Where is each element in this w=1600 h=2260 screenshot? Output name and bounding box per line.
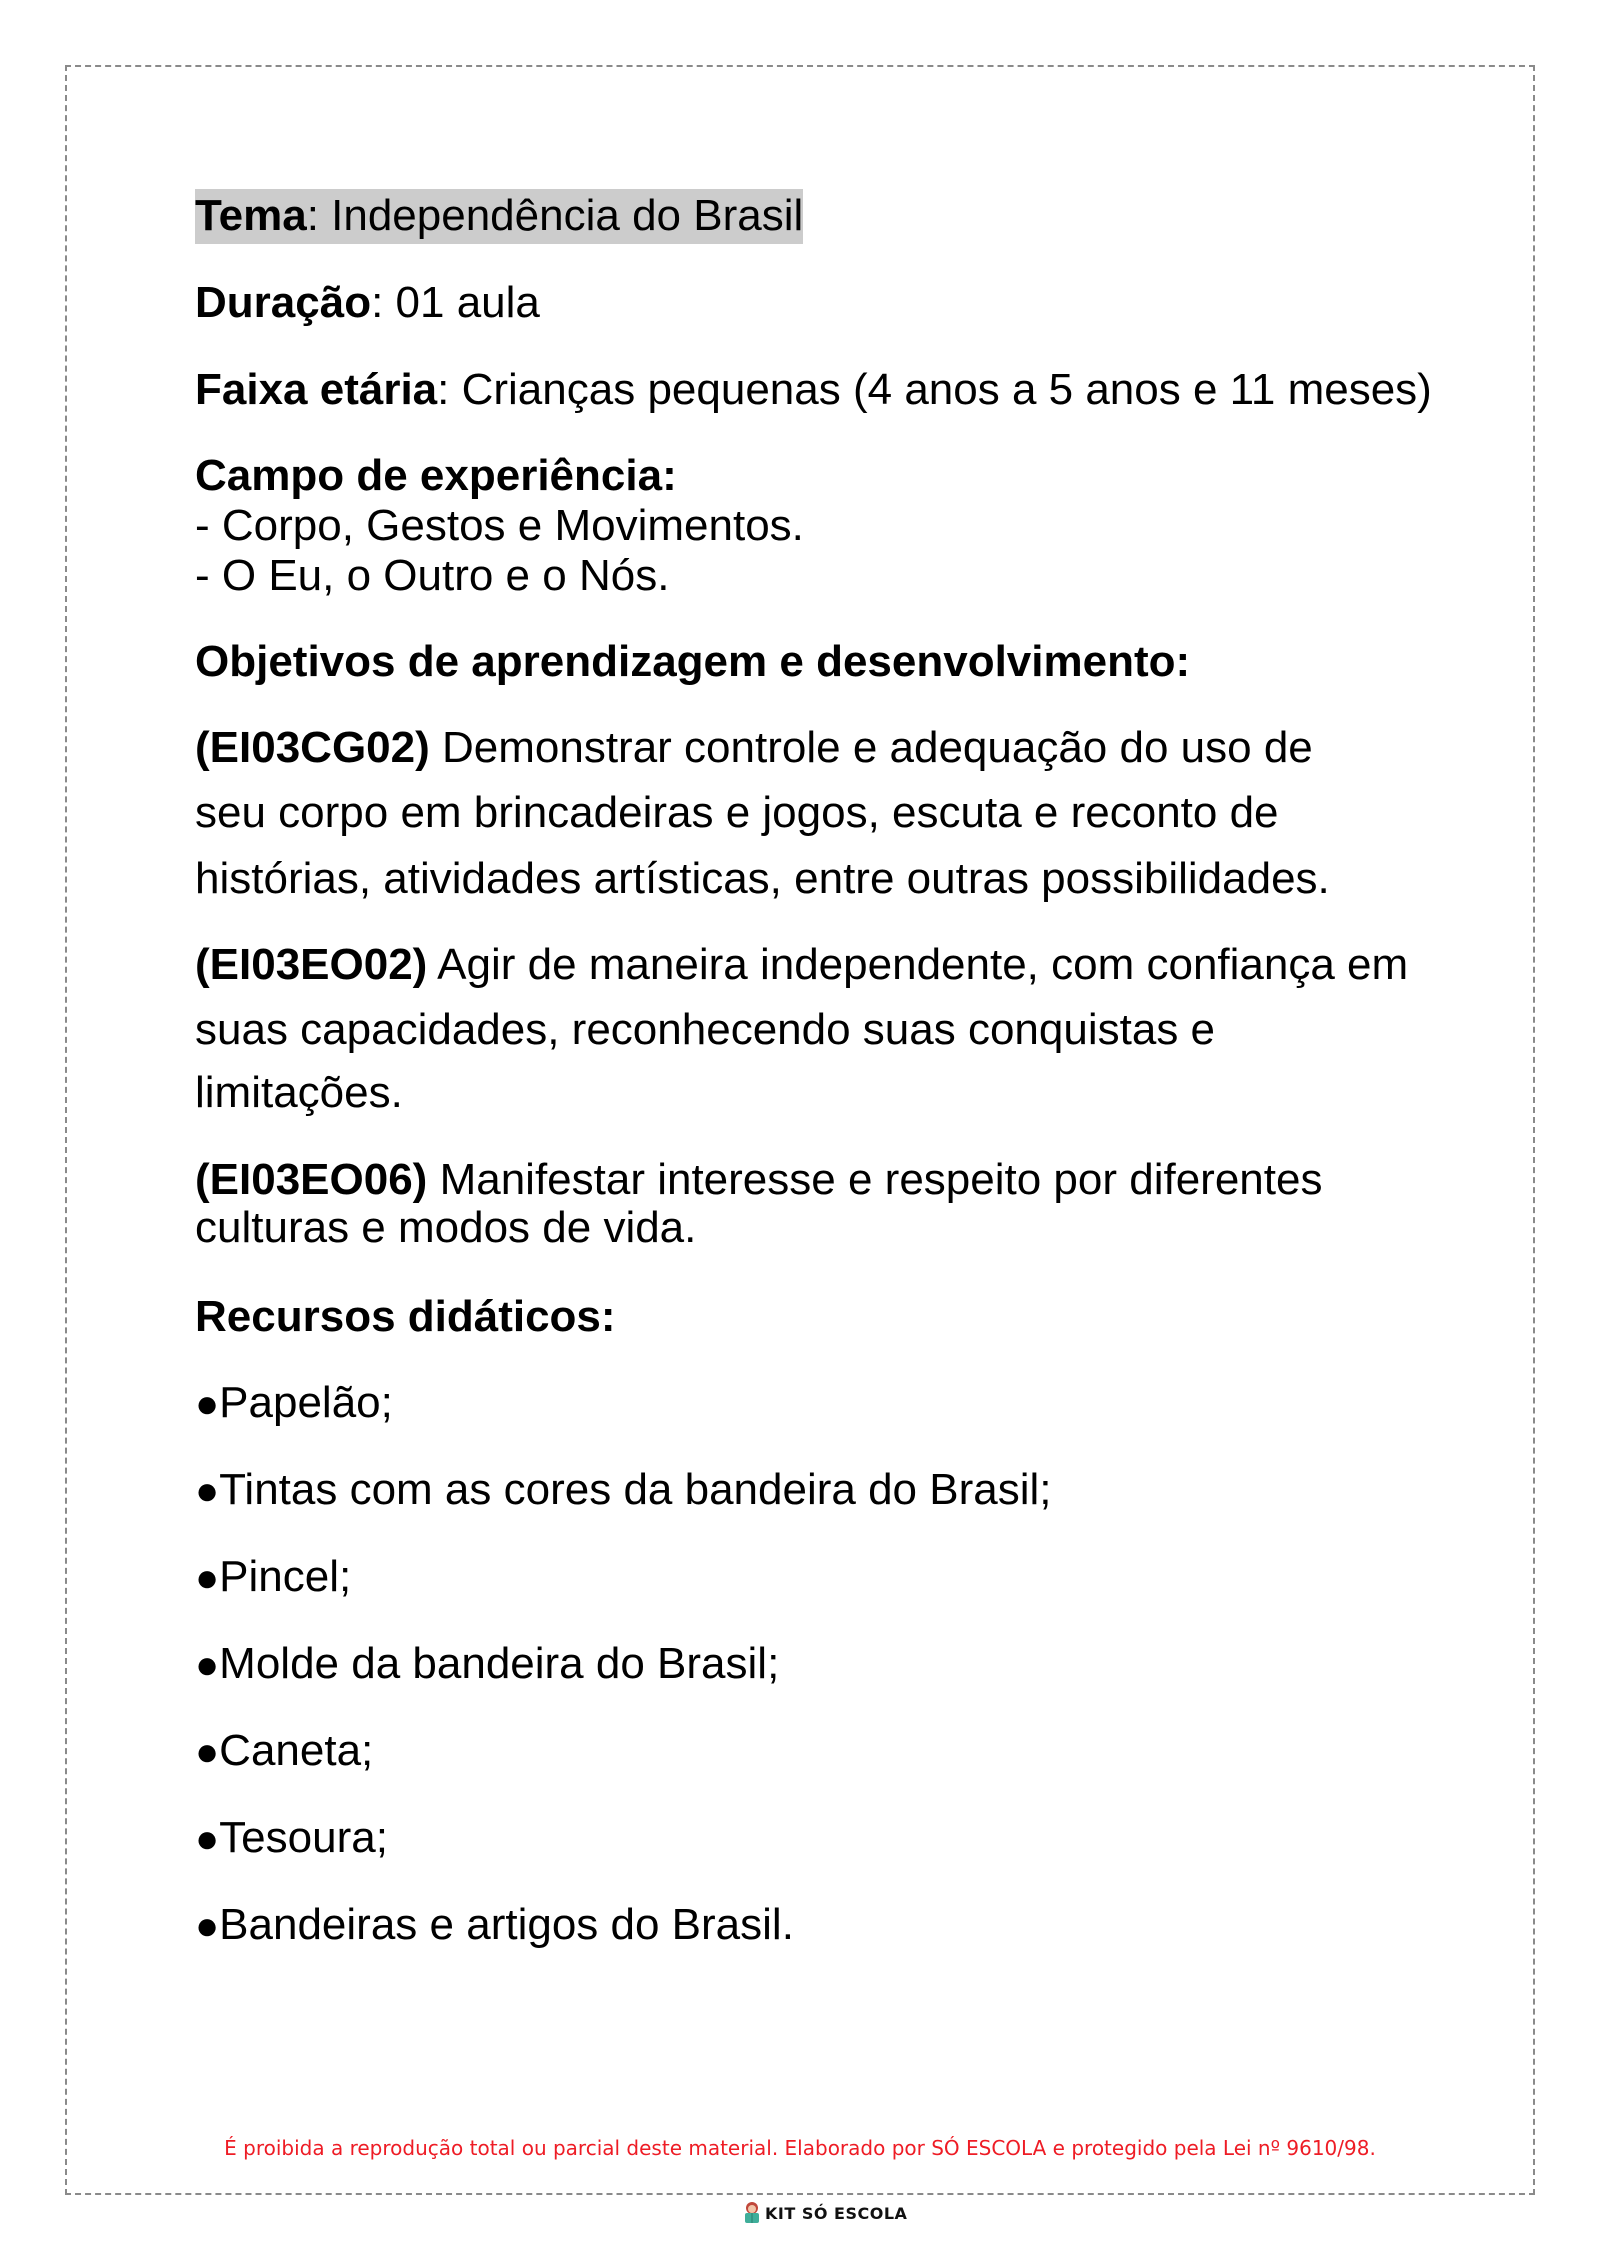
objetivo-text: Manifestar interesse e respeito por diferentes bbox=[427, 1155, 1323, 1204]
objetivo-line bbox=[195, 1155, 1322, 1205]
objetivo-line bbox=[195, 940, 1408, 990]
recurso-text: Pincel; bbox=[219, 1552, 352, 1601]
bullet-icon: ● bbox=[195, 1556, 220, 1600]
recurso-item bbox=[195, 1465, 1052, 1516]
bullet-icon: ● bbox=[195, 1382, 220, 1426]
objetivo-line: culturas e modos de vida. bbox=[195, 1203, 697, 1252]
objetivos-heading: Objetivos de aprendizagem e desenvolvimento: bbox=[195, 637, 1191, 686]
campo-item: - Corpo, Gestos e Movimentos. bbox=[195, 501, 804, 550]
objetivo-text: Demonstrar controle e adequação do uso de bbox=[429, 723, 1313, 772]
recurso-item bbox=[195, 1639, 779, 1690]
tema-value: : Independência do Brasil bbox=[306, 191, 804, 240]
tema-label: Tema bbox=[195, 191, 307, 240]
recurso-text: Tesoura; bbox=[219, 1813, 388, 1862]
objetivo-line: limitações. bbox=[195, 1068, 403, 1117]
tema-highlight bbox=[195, 189, 803, 244]
reading-child-icon bbox=[742, 2202, 762, 2224]
faixa-etaria-value: : Crianças pequenas (4 anos a 5 anos e 11 meses) bbox=[437, 365, 1432, 414]
recurso-item bbox=[195, 1378, 393, 1429]
duracao-label: Duração bbox=[195, 278, 372, 327]
objetivo-code: (EI03EO06) bbox=[195, 1155, 428, 1204]
bullet-icon: ● bbox=[195, 1730, 220, 1774]
duracao-line bbox=[195, 278, 540, 328]
duracao-value: : 01 aula bbox=[371, 278, 540, 327]
campo-item: - O Eu, o Outro e o Nós. bbox=[195, 551, 670, 600]
bullet-icon: ● bbox=[195, 1817, 220, 1861]
recurso-text: Tintas com as cores da bandeira do Brasil; bbox=[219, 1465, 1052, 1514]
objetivo-line bbox=[195, 723, 1313, 773]
bullet-icon: ● bbox=[195, 1904, 220, 1948]
objetivo-text: Agir de maneira independente, com confiança em bbox=[427, 940, 1409, 989]
bullet-icon: ● bbox=[195, 1643, 220, 1687]
objetivo-line: histórias, atividades artísticas, entre outras possibilidades. bbox=[195, 854, 1330, 903]
kit-so-escola-logo bbox=[742, 2201, 907, 2225]
copyright-notice: É proibida a reprodução total ou parcial deste material. Elaborado por SÓ ESCOLA e protegido pela Lei nº 9610/98. bbox=[224, 2136, 1376, 2160]
objetivo-code: (EI03CG02) bbox=[195, 723, 430, 772]
objetivo-line: seu corpo em brincadeiras e jogos, escuta e reconto de bbox=[195, 788, 1279, 837]
recurso-item bbox=[195, 1900, 794, 1951]
recurso-text: Bandeiras e artigos do Brasil. bbox=[219, 1900, 794, 1949]
recurso-item bbox=[195, 1726, 373, 1777]
logo-text: KIT SÓ ESCOLA bbox=[765, 2203, 908, 2223]
recurso-text: Molde da bandeira do Brasil; bbox=[219, 1639, 780, 1688]
campo-heading: Campo de experiência: bbox=[195, 451, 677, 500]
recursos-heading: Recursos didáticos: bbox=[195, 1292, 616, 1341]
bullet-icon: ● bbox=[195, 1469, 220, 1513]
recurso-text: Caneta; bbox=[219, 1726, 374, 1775]
recurso-text: Papelão; bbox=[219, 1378, 393, 1427]
recurso-item bbox=[195, 1813, 388, 1864]
tema-line bbox=[195, 191, 803, 241]
faixa-etaria-line bbox=[195, 365, 1432, 415]
faixa-etaria-label: Faixa etária bbox=[195, 365, 438, 414]
objetivo-line: suas capacidades, reconhecendo suas conquistas e bbox=[195, 1005, 1216, 1054]
recurso-item bbox=[195, 1552, 351, 1603]
objetivo-code: (EI03EO02) bbox=[195, 940, 428, 989]
